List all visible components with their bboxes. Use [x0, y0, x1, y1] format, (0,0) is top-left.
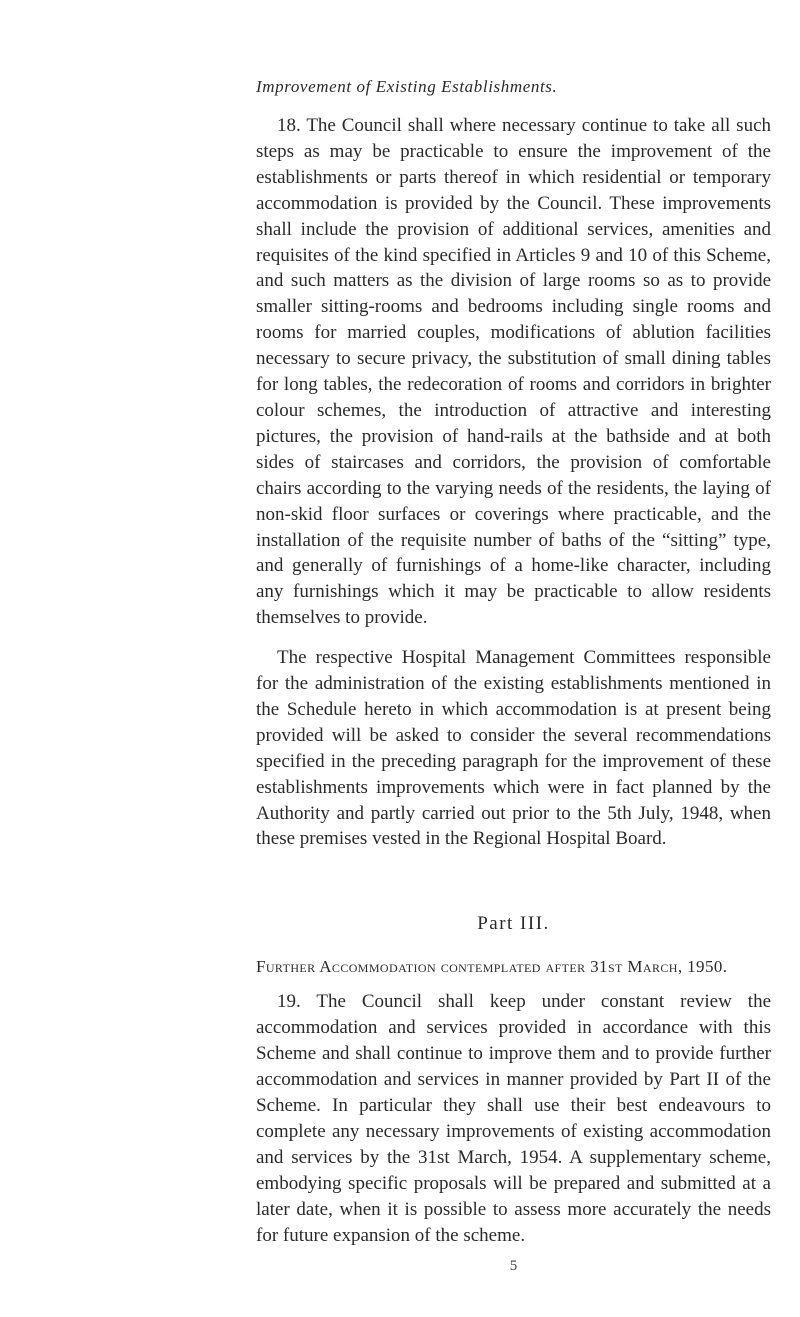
page-number: 5: [509, 1258, 518, 1275]
paragraph-19: 19. The Council shall keep under constant review the accommodation and services provided in accordance with this Scheme and shall continue to improve them and to provide further accommodation and services in manner provided by Part II of the Scheme. In particular they shall use their best endeavours to complete any necessary improvements of existing accommodation and services by the 31st March, 1954. A supplementary scheme, embodying specific proposals will be prepared and submitted at a later date, when it is possible to assess more accurately the needs for future expansion of the scheme.: [256, 991, 771, 1246]
subtitle-gap: [256, 979, 771, 989]
title-gap: [256, 936, 771, 955]
part-subtitle: Further Accommodation contemplated after 31st March, 1950.: [256, 957, 728, 977]
part-title: Part III.: [477, 913, 550, 935]
paragraph-gap: [256, 631, 771, 645]
paragraph-18: 18. The Council shall where necessary continue to take all such steps as may be practicable to ensure the improvement of the establishments or parts thereof in which residential or temporary accommodation is provided by the Council. These improvements shall include the provision of additional services, amenities and requisites of the kind specified in Articles 9 and 10 of this Scheme, and such matters as the division of large rooms so as to provide smaller sitting-rooms and bedrooms including single rooms and rooms for married couples, modifications of ablution facilities necessary to secure privacy, the substitution of small dining tables for long tables, the redecoration of rooms and corridors in brighter colour schemes, the introduction of attractive and interesting pictures, the provision of hand-rails at the bathside and at both sides of staircases and corridors, the provision of comfortable chairs according to the varying needs of the residents, the laying of non-skid floor surfaces or coverings where practicable, and the installation of the requisite number of baths of the “sitting” type, and generally of furnishings of a home-like character, including any furnishings which it may be practicable to allow residents themselves to provide.: [256, 115, 771, 629]
section-heading: Improvement of Existing Establishments.: [256, 77, 558, 96]
document-page: [256, 75, 771, 1276]
footer-gap: [256, 1248, 771, 1256]
section-gap: [256, 852, 771, 912]
paragraph-hospital-committees: The respective Hospital Management Committees responsible for the administration of the existing establishments mentioned in the Schedule hereto in which accommodation is at present being provided will be asked to consider the several recommendations specified in the preceding paragraph for the improvement of these establishments improvements which were in fact planned by the Authority and partly carried out prior to the 5th July, 1948, when these premises vested in the Regional Hospital Board.: [256, 647, 771, 850]
